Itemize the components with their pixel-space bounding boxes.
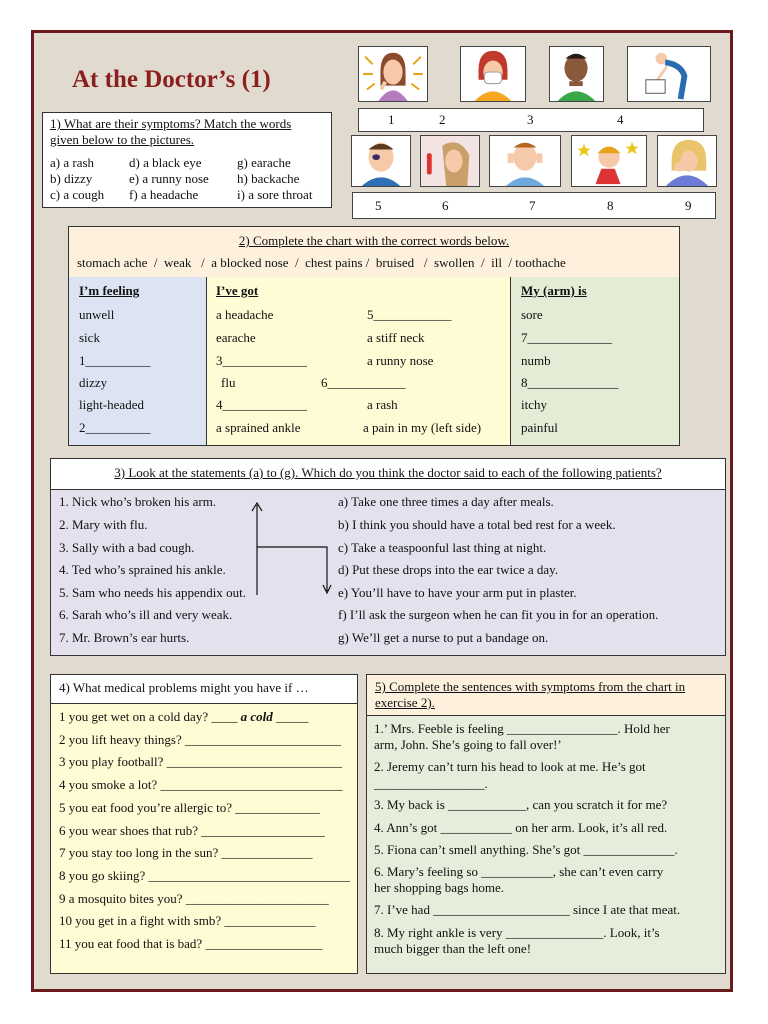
cough-illustration: [658, 136, 716, 186]
headache-illustration: [359, 47, 427, 101]
chart-cell: 5____________: [367, 307, 452, 322]
sentence-line: 1.’ Mrs. Feeble is feeling _________________. Hold her: [374, 721, 670, 736]
picture-number: 1: [388, 112, 395, 127]
problem-item: 5 you eat food you’re allergic to? _____________: [59, 800, 320, 815]
problem-item: [59, 709, 308, 725]
option-c: c) a cough: [50, 187, 105, 202]
chart-cell: sore: [521, 307, 543, 322]
patient-item: 3. Sally with a bad cough.: [59, 540, 195, 555]
sore-throat-illustration: [550, 47, 603, 101]
chart-cell: itchy: [521, 397, 547, 412]
sentence-line: 6. Mary’s feeling so ___________, she can’t even carry: [374, 864, 664, 879]
column-header-got: I’ve got: [216, 283, 259, 298]
patient-item: 2. Mary with flu.: [59, 517, 148, 532]
problem-item: 11 you eat food that is bad? __________________: [59, 936, 323, 951]
statement-item: b) I think you should have a total bed rest for a week.: [338, 517, 616, 532]
example-arrow: [247, 499, 337, 599]
chart-cell: a headache: [216, 307, 274, 322]
problem-item: 3 you play football? ___________________________: [59, 754, 343, 769]
chart-cell: numb: [521, 353, 551, 368]
picture-7-earache: [489, 135, 561, 187]
patient-item: 1. Nick who’s broken his arm.: [59, 494, 217, 509]
option-f: f) a headache: [129, 187, 199, 202]
problem-item: 6 you wear shoes that rub? ___________________: [59, 823, 325, 838]
chart-cell: painful: [521, 420, 558, 435]
picture-number: 7: [529, 198, 536, 213]
section-2-header: [69, 227, 679, 278]
chart-cell: dizzy: [79, 375, 108, 390]
problem-item: 7 you stay too long in the sun? ______________: [59, 845, 313, 860]
chart-cell: earache: [216, 330, 256, 345]
section-3-title: 3) Look at the statements (a) to (g). Which do you think the doctor said to each of the following patients?: [114, 465, 662, 480]
picture-number: 4: [617, 112, 624, 127]
problem-item: 10 you get in a fight with smb? ______________: [59, 913, 316, 928]
section-3-header: [51, 459, 725, 490]
picture-2-runny-nose: [460, 46, 526, 102]
sentence-line: her shopping bags home.: [374, 880, 504, 895]
option-h: h) backache: [237, 171, 300, 186]
option-b: b) dizzy: [50, 171, 93, 186]
chart-cell: 8______________: [521, 375, 619, 390]
sentence-line: 4. Ann’s got ___________ on her arm. Look, it’s all red.: [374, 820, 668, 835]
sentence-line: 7. I’ve had _____________________ since I ate that meat.: [374, 902, 681, 917]
chart-cell: a rash: [367, 397, 398, 412]
chart-cell: a stiff neck: [367, 330, 425, 345]
sentence-line: 8. My right ankle is very _______________. Look, it’s: [374, 925, 660, 940]
backache-illustration: [628, 47, 710, 101]
column-header-feeling: I’m feeling: [79, 283, 140, 298]
picture-9-cough: [657, 135, 717, 187]
chart-cell: a pain in my (left side): [363, 420, 482, 435]
patient-item: 7. Mr. Brown’s ear hurts.: [59, 630, 190, 645]
picture-number: 6: [442, 198, 449, 213]
patient-item: 5. Sam who needs his appendix out.: [59, 585, 247, 600]
section-4-header: [51, 675, 357, 704]
option-g: g) earache: [237, 155, 291, 170]
statement-item: a) Take one three times a day after meals.: [338, 494, 554, 509]
chart-cell: 3_____________: [216, 353, 307, 368]
sentence-line: 5. Fiona can’t smell anything. She’s got ______________.: [374, 842, 678, 857]
picture-number: 3: [527, 112, 534, 127]
section-2-title: 2) Complete the chart with the correct words below.: [238, 233, 510, 248]
chart-cell: 1__________: [79, 353, 151, 368]
sentence-line: much bigger than the left one!: [374, 941, 532, 956]
problem-question: 1 you get wet on a cold day? ____: [59, 709, 238, 724]
picture-numbers-bottom: [352, 192, 716, 219]
sentence-line: _________________.: [374, 776, 488, 791]
column-arm: [511, 277, 679, 445]
column-got: [207, 277, 511, 445]
picture-3-sore-throat: [549, 46, 604, 102]
statement-item: c) Take a teaspoonful last thing at night.: [338, 540, 547, 555]
column-feeling: [69, 277, 207, 445]
chart-cell: flu: [221, 375, 236, 390]
section-1-question: 1) What are their symptoms? Match the words given below to the pictures.: [50, 116, 292, 147]
option-a: a) a rash: [50, 155, 95, 170]
patient-item: 4. Ted who’s sprained his ankle.: [59, 562, 226, 577]
sentence-line: 3. My back is ____________, can you scratch it for me?: [374, 797, 668, 812]
chart-cell: unwell: [79, 307, 115, 322]
section-5-title: 5) Complete the sentences with symptoms from the chart in exercise 2).: [375, 679, 686, 710]
dizzy-illustration: [572, 136, 646, 186]
runny-nose-illustration: [461, 47, 525, 101]
example-blank: _____: [275, 709, 309, 724]
word-bank: stomach ache / weak / a blocked nose / chest pains / bruised / swollen / ill / toothache: [77, 255, 566, 270]
section-2-chart: [68, 226, 680, 446]
option-i: i) a sore throat: [237, 187, 313, 202]
section-4-title: 4) What medical problems might you have if …: [59, 680, 309, 695]
picture-1-headache: [358, 46, 428, 102]
fever-illustration: [421, 136, 479, 186]
picture-number: 5: [375, 198, 382, 213]
chart-cell: a sprained ankle: [216, 420, 301, 435]
section-4-box: [50, 674, 358, 974]
chart-cell: 4_____________: [216, 397, 307, 412]
sentence-line: arm, John. She’s going to fall over!’: [374, 737, 562, 752]
picture-6-headache-fever: [420, 135, 480, 187]
problem-item: 9 a mosquito bites you? ______________________: [59, 891, 329, 906]
column-header-arm: My (arm) is: [521, 283, 587, 298]
chart-cell: 6____________: [321, 375, 406, 390]
picture-number: 9: [685, 198, 692, 213]
statement-item: g) We’ll get a nurse to put a bandage on.: [338, 630, 549, 645]
section-1-box: [42, 112, 332, 208]
earache-illustration: [490, 136, 560, 186]
picture-number: 8: [607, 198, 614, 213]
statement-item: f) I’ll ask the surgeon when he can fit you in for an operation.: [338, 607, 659, 622]
chart-cell: light-headed: [79, 397, 144, 412]
chart-cell: sick: [79, 330, 100, 345]
picture-5-black-eye: [351, 135, 411, 187]
chart-cell: a runny nose: [367, 353, 434, 368]
chart-cell: 2__________: [79, 420, 151, 435]
black-eye-illustration: [352, 136, 410, 186]
example-answer: a cold: [240, 709, 273, 724]
picture-4-backache: [627, 46, 711, 102]
problem-item: 2 you lift heavy things? ________________________: [59, 732, 342, 747]
option-d: d) a black eye: [129, 155, 202, 170]
option-e: e) a runny nose: [129, 171, 209, 186]
statement-item: d) Put these drops into the ear twice a day.: [338, 562, 559, 577]
section-5-header: [367, 675, 725, 716]
picture-numbers-top: [358, 108, 704, 132]
picture-8-dizzy: [571, 135, 647, 187]
statement-item: e) You’ll have to have your arm put in plaster.: [338, 585, 577, 600]
patient-item: 6. Sarah who’s ill and very weak.: [59, 607, 233, 622]
chart-cell: 7_____________: [521, 330, 612, 345]
section-3-box: [50, 458, 726, 656]
problem-item: 8 you go skiing? _______________________________: [59, 868, 351, 883]
page-title: At the Doctor’s (1): [72, 66, 271, 93]
picture-number: 2: [439, 112, 446, 127]
problem-item: 4 you smoke a lot? ____________________________: [59, 777, 343, 792]
section-5-box: [366, 674, 726, 974]
sentence-line: 2. Jeremy can’t turn his head to look at me. He’s got: [374, 759, 646, 774]
